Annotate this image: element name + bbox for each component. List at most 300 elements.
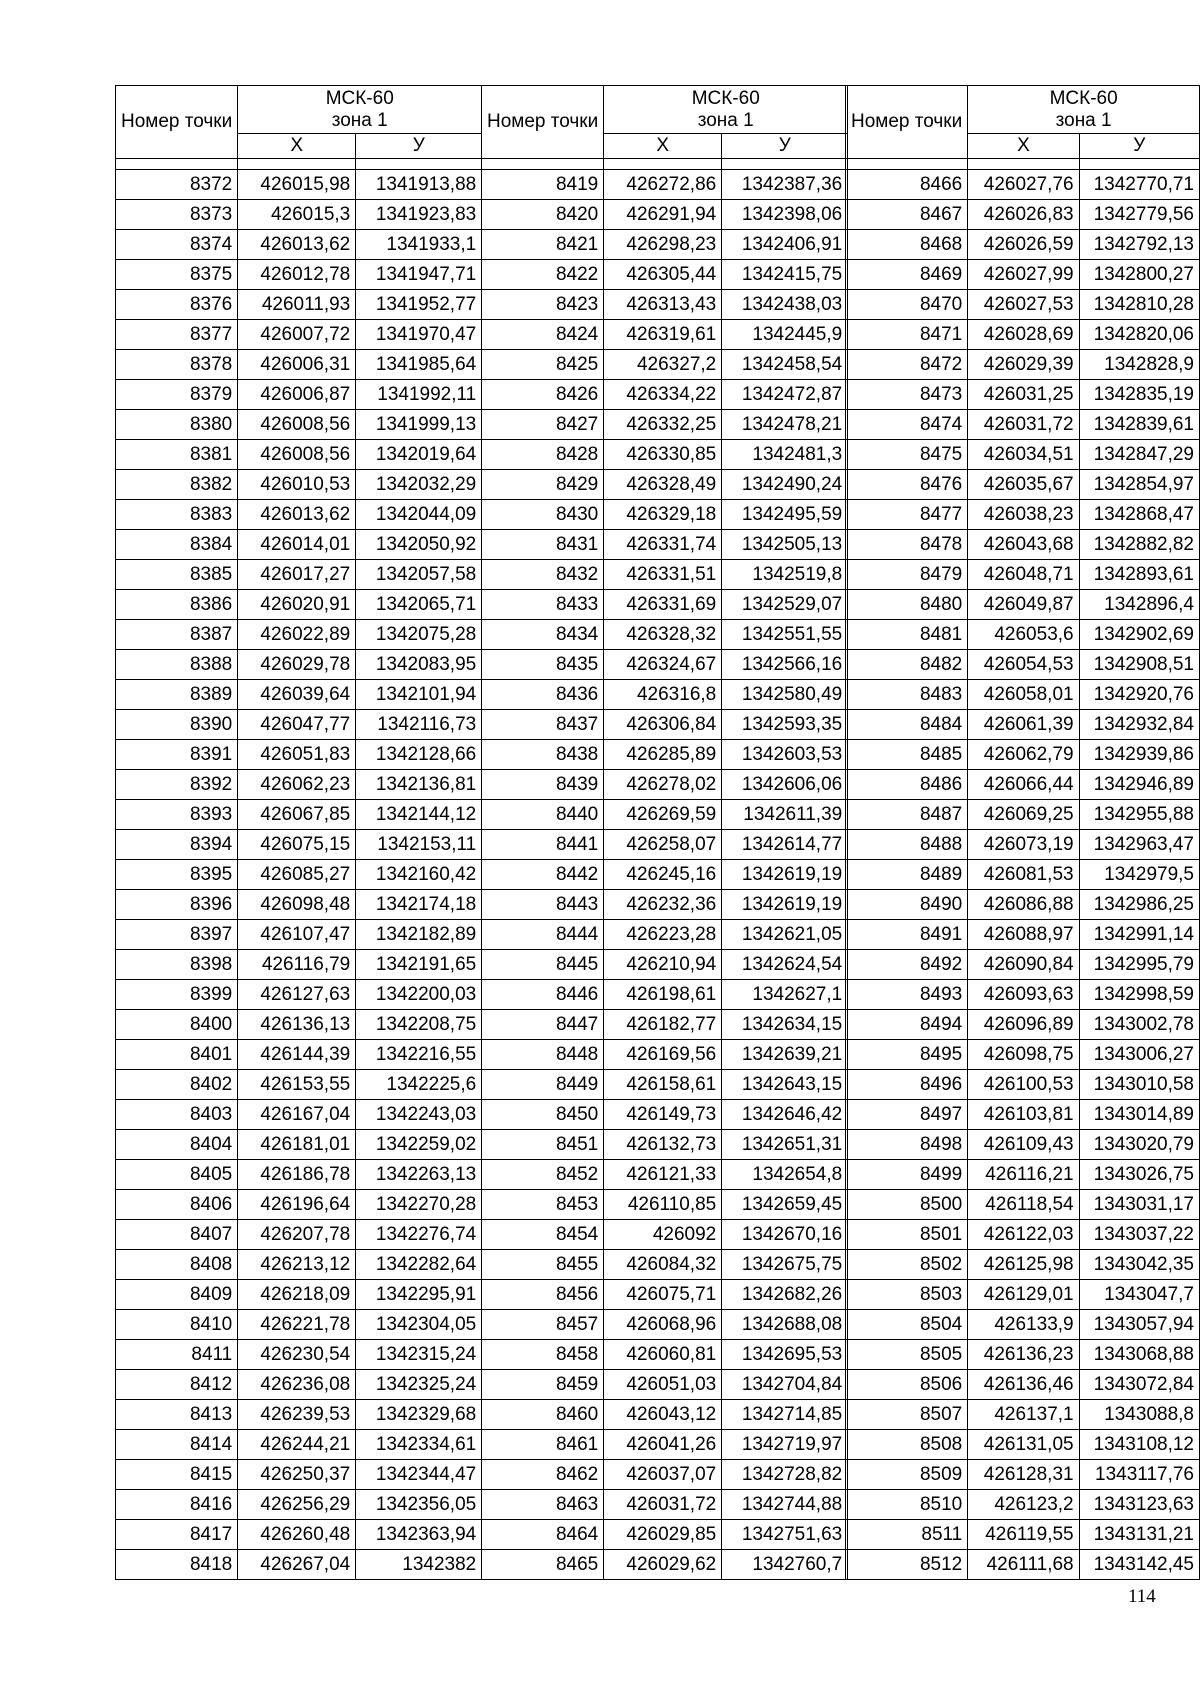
y-cell: 1342057,58 (356, 560, 482, 590)
y-cell: 1342939,86 (1079, 740, 1199, 770)
table-row (846, 170, 1200, 200)
point-number-cell: 8384 (116, 530, 238, 560)
y-cell: 1342719,97 (722, 1430, 848, 1460)
x-cell: 426118,54 (968, 1190, 1079, 1220)
point-number-cell: 8419 (482, 170, 604, 200)
y-cell: 1343014,89 (1079, 1100, 1199, 1130)
point-number-cell: 8434 (482, 620, 604, 650)
y-cell: 1342415,75 (722, 260, 848, 290)
x-cell: 426103,81 (968, 1100, 1079, 1130)
table-row (116, 980, 482, 1010)
table-row (846, 470, 1200, 500)
table-row (116, 1550, 482, 1580)
point-number-cell: 8375 (116, 260, 238, 290)
table-row (116, 1190, 482, 1220)
point-number-cell: 8398 (116, 950, 238, 980)
point-number-cell: 8463 (482, 1490, 604, 1520)
table-row (116, 740, 482, 770)
y-cell: 1342728,82 (722, 1460, 848, 1490)
y-cell: 1342529,07 (722, 590, 848, 620)
table-row (846, 740, 1200, 770)
table-row (116, 1520, 482, 1550)
table-row (482, 1010, 848, 1040)
x-cell: 426017,27 (238, 560, 356, 590)
table-row (116, 380, 482, 410)
x-cell: 426022,89 (238, 620, 356, 650)
point-number-cell: 8445 (482, 950, 604, 980)
y-cell: 1342847,29 (1079, 440, 1199, 470)
table-row (116, 710, 482, 740)
table-row (846, 1430, 1200, 1460)
table-row (116, 1160, 482, 1190)
point-number-cell: 8507 (846, 1400, 968, 1430)
table-row (482, 1400, 848, 1430)
point-number-cell: 8421 (482, 230, 604, 260)
table-row (116, 950, 482, 980)
y-cell: 1343072,84 (1079, 1370, 1199, 1400)
x-cell: 426324,67 (604, 650, 722, 680)
point-number-cell: 8440 (482, 800, 604, 830)
y-cell: 1343142,45 (1079, 1550, 1199, 1580)
x-cell: 426085,27 (238, 860, 356, 890)
point-number-cell: 8457 (482, 1310, 604, 1340)
y-cell: 1343010,58 (1079, 1070, 1199, 1100)
coordinate-table-3 (845, 85, 1200, 1580)
x-cell: 426109,43 (968, 1130, 1079, 1160)
y-cell: 1343057,94 (1079, 1310, 1199, 1340)
table-row (116, 320, 482, 350)
y-cell: 1342065,71 (356, 590, 482, 620)
y-cell: 1342854,97 (1079, 470, 1199, 500)
table-row (846, 260, 1200, 290)
x-cell: 426084,32 (604, 1250, 722, 1280)
x-cell: 426006,87 (238, 380, 356, 410)
y-cell: 1342896,4 (1079, 590, 1199, 620)
point-number-cell: 8410 (116, 1310, 238, 1340)
y-cell: 1342893,61 (1079, 560, 1199, 590)
y-cell: 1342646,42 (722, 1100, 848, 1130)
y-cell: 1342606,06 (722, 770, 848, 800)
table-row (846, 710, 1200, 740)
spacer-cell (1079, 159, 1199, 170)
point-number-cell: 8490 (846, 890, 968, 920)
point-number-cell: 8438 (482, 740, 604, 770)
x-cell: 426316,8 (604, 680, 722, 710)
header-system-name: МСК-60 (691, 87, 760, 109)
x-cell: 426328,49 (604, 470, 722, 500)
x-cell: 426067,85 (238, 800, 356, 830)
table-row (482, 1190, 848, 1220)
x-cell: 426305,44 (604, 260, 722, 290)
point-number-cell: 8487 (846, 800, 968, 830)
y-cell: 1342593,35 (722, 710, 848, 740)
x-cell: 426278,02 (604, 770, 722, 800)
y-cell: 1342920,76 (1079, 680, 1199, 710)
x-cell: 426127,63 (238, 980, 356, 1010)
x-cell: 426011,93 (238, 290, 356, 320)
header-coordinate-system (604, 86, 848, 134)
x-cell: 426123,2 (968, 1490, 1079, 1520)
point-number-cell: 8431 (482, 530, 604, 560)
point-number-cell: 8491 (846, 920, 968, 950)
y-cell: 1342505,13 (722, 530, 848, 560)
table-row (846, 590, 1200, 620)
point-number-cell: 8450 (482, 1100, 604, 1130)
y-cell: 1342624,54 (722, 950, 848, 980)
table-row (846, 860, 1200, 890)
x-cell: 426330,85 (604, 440, 722, 470)
table-row (482, 440, 848, 470)
x-cell: 426041,26 (604, 1430, 722, 1460)
point-number-cell: 8453 (482, 1190, 604, 1220)
table-row (846, 1340, 1200, 1370)
table-row (482, 530, 848, 560)
y-cell: 1342382 (356, 1550, 482, 1580)
table-row (116, 170, 482, 200)
x-cell: 426181,01 (238, 1130, 356, 1160)
y-cell: 1342800,27 (1079, 260, 1199, 290)
x-cell: 426053,6 (968, 620, 1079, 650)
x-cell: 426098,75 (968, 1040, 1079, 1070)
point-number-cell: 8392 (116, 770, 238, 800)
x-cell: 426256,29 (238, 1490, 356, 1520)
y-cell: 1342654,8 (722, 1160, 848, 1190)
x-cell: 426013,62 (238, 500, 356, 530)
x-cell: 426239,53 (238, 1400, 356, 1430)
point-number-cell: 8472 (846, 350, 968, 380)
table-row (846, 1130, 1200, 1160)
x-cell: 426116,21 (968, 1160, 1079, 1190)
x-cell: 426086,88 (968, 890, 1079, 920)
table-row (482, 620, 848, 650)
point-number-cell: 8376 (116, 290, 238, 320)
x-cell: 426075,71 (604, 1280, 722, 1310)
table-row (846, 1010, 1200, 1040)
table-row (846, 200, 1200, 230)
table-row (482, 1100, 848, 1130)
y-cell: 1342955,88 (1079, 800, 1199, 830)
x-cell: 426010,53 (238, 470, 356, 500)
x-cell: 426073,19 (968, 830, 1079, 860)
y-cell: 1342325,24 (356, 1370, 482, 1400)
table-row (116, 500, 482, 530)
point-number-cell: 8486 (846, 770, 968, 800)
y-cell: 1342263,13 (356, 1160, 482, 1190)
spacer-cell (116, 159, 238, 170)
table-row (482, 380, 848, 410)
point-number-cell: 8469 (846, 260, 968, 290)
x-cell: 426031,72 (968, 410, 1079, 440)
point-number-cell: 8466 (846, 170, 968, 200)
table-row (846, 290, 1200, 320)
y-cell: 1343088,8 (1079, 1400, 1199, 1430)
x-cell: 426060,81 (604, 1340, 722, 1370)
y-cell: 1342932,84 (1079, 710, 1199, 740)
y-cell: 1342688,08 (722, 1310, 848, 1340)
table-row (846, 500, 1200, 530)
point-number-cell: 8430 (482, 500, 604, 530)
table-row (482, 980, 848, 1010)
y-cell: 1342779,56 (1079, 200, 1199, 230)
point-number-cell: 8456 (482, 1280, 604, 1310)
x-cell: 426334,22 (604, 380, 722, 410)
x-cell: 426207,78 (238, 1220, 356, 1250)
y-cell: 1342153,11 (356, 830, 482, 860)
table-row (482, 500, 848, 530)
table-row (482, 260, 848, 290)
y-cell: 1343131,21 (1079, 1520, 1199, 1550)
table-row (482, 950, 848, 980)
point-number-cell: 8420 (482, 200, 604, 230)
point-number-cell: 8471 (846, 320, 968, 350)
point-number-cell: 8385 (116, 560, 238, 590)
table-row (482, 710, 848, 740)
y-cell: 1342276,74 (356, 1220, 482, 1250)
point-number-cell: 8408 (116, 1250, 238, 1280)
x-cell: 426137,1 (968, 1400, 1079, 1430)
x-cell: 426331,74 (604, 530, 722, 560)
y-cell: 1342792,13 (1079, 230, 1199, 260)
y-cell: 1342998,59 (1079, 980, 1199, 1010)
y-cell: 1342363,94 (356, 1520, 482, 1550)
table-row (846, 1520, 1200, 1550)
point-number-cell: 8501 (846, 1220, 968, 1250)
y-cell: 1342216,55 (356, 1040, 482, 1070)
x-cell: 426012,78 (238, 260, 356, 290)
point-number-cell: 8461 (482, 1430, 604, 1460)
table-row (116, 830, 482, 860)
y-cell: 1343108,12 (1079, 1430, 1199, 1460)
header-system-name: МСК-60 (1049, 87, 1118, 109)
y-cell: 1343037,22 (1079, 1220, 1199, 1250)
x-cell: 426110,85 (604, 1190, 722, 1220)
y-cell: 1343031,17 (1079, 1190, 1199, 1220)
point-number-cell: 8395 (116, 860, 238, 890)
x-cell: 426093,63 (968, 980, 1079, 1010)
point-number-cell: 8388 (116, 650, 238, 680)
y-cell: 1342675,75 (722, 1250, 848, 1280)
y-cell: 1343068,88 (1079, 1340, 1199, 1370)
table-row (846, 1220, 1200, 1250)
x-cell: 426020,91 (238, 590, 356, 620)
y-cell: 1342603,53 (722, 740, 848, 770)
spacer-cell (722, 159, 848, 170)
table-row (482, 1340, 848, 1370)
spacer-cell (846, 159, 968, 170)
point-number-cell: 8447 (482, 1010, 604, 1040)
y-cell: 1342495,59 (722, 500, 848, 530)
table-row (116, 680, 482, 710)
point-number-cell: 8478 (846, 530, 968, 560)
y-cell: 1342458,54 (722, 350, 848, 380)
table-row (482, 350, 848, 380)
y-cell: 1342478,21 (722, 410, 848, 440)
y-cell: 1342670,16 (722, 1220, 848, 1250)
x-cell: 426007,72 (238, 320, 356, 350)
table-row (482, 1250, 848, 1280)
table-row (116, 770, 482, 800)
y-cell: 1342986,25 (1079, 890, 1199, 920)
x-cell: 426250,37 (238, 1460, 356, 1490)
x-cell: 426026,83 (968, 200, 1079, 230)
point-number-cell: 8449 (482, 1070, 604, 1100)
point-number-cell: 8414 (116, 1430, 238, 1460)
y-cell: 1342704,84 (722, 1370, 848, 1400)
table-row (846, 1070, 1200, 1100)
x-cell: 426014,01 (238, 530, 356, 560)
table-row (846, 1310, 1200, 1340)
x-cell: 426182,77 (604, 1010, 722, 1040)
header-zone: зона 1 (697, 109, 754, 131)
table-row (116, 650, 482, 680)
table-row (116, 410, 482, 440)
point-number-cell: 8433 (482, 590, 604, 620)
x-cell: 426096,89 (968, 1010, 1079, 1040)
point-number-cell: 8459 (482, 1370, 604, 1400)
point-number-cell: 8396 (116, 890, 238, 920)
y-cell: 1342406,91 (722, 230, 848, 260)
table-row (846, 1460, 1200, 1490)
point-number-cell: 8400 (116, 1010, 238, 1040)
x-cell: 426026,59 (968, 230, 1079, 260)
point-number-cell: 8429 (482, 470, 604, 500)
table-row (116, 290, 482, 320)
y-cell: 1342490,24 (722, 470, 848, 500)
x-cell: 426332,25 (604, 410, 722, 440)
table-row (482, 1460, 848, 1490)
table-row (482, 410, 848, 440)
table-row (116, 1130, 482, 1160)
point-number-cell: 8492 (846, 950, 968, 980)
y-cell: 1342160,42 (356, 860, 482, 890)
table-row (116, 1010, 482, 1040)
x-cell: 426221,78 (238, 1310, 356, 1340)
header-zone: зона 1 (331, 109, 388, 131)
y-cell: 1342835,19 (1079, 380, 1199, 410)
y-cell: 1342991,14 (1079, 920, 1199, 950)
y-cell: 1342259,02 (356, 1130, 482, 1160)
point-number-cell: 8383 (116, 500, 238, 530)
x-cell: 426029,85 (604, 1520, 722, 1550)
table-row (482, 1310, 848, 1340)
x-cell: 426269,59 (604, 800, 722, 830)
y-cell: 1342200,03 (356, 980, 482, 1010)
table-row (846, 890, 1200, 920)
y-cell: 1342682,26 (722, 1280, 848, 1310)
table-row (116, 260, 482, 290)
y-cell: 1342356,05 (356, 1490, 482, 1520)
header-y: У (356, 134, 482, 159)
table-row (116, 860, 482, 890)
table-row (482, 590, 848, 620)
table-row (846, 1280, 1200, 1310)
point-number-cell: 8406 (116, 1190, 238, 1220)
point-number-cell: 8372 (116, 170, 238, 200)
y-cell: 1341947,71 (356, 260, 482, 290)
table-row (846, 770, 1200, 800)
table-row (482, 1370, 848, 1400)
table-row (482, 860, 848, 890)
header-system-name: МСК-60 (325, 87, 394, 109)
point-number-cell: 8493 (846, 980, 968, 1010)
table-row (482, 920, 848, 950)
x-cell: 426167,04 (238, 1100, 356, 1130)
point-number-cell: 8504 (846, 1310, 968, 1340)
table-row (482, 890, 848, 920)
x-cell: 426027,53 (968, 290, 1079, 320)
x-cell: 426048,71 (968, 560, 1079, 590)
x-cell: 426069,25 (968, 800, 1079, 830)
x-cell: 426006,31 (238, 350, 356, 380)
x-cell: 426028,69 (968, 320, 1079, 350)
y-cell: 1342627,1 (722, 980, 848, 1010)
point-number-cell: 8442 (482, 860, 604, 890)
x-cell: 426196,64 (238, 1190, 356, 1220)
point-number-cell: 8404 (116, 1130, 238, 1160)
x-cell: 426098,48 (238, 890, 356, 920)
x-cell: 426029,62 (604, 1550, 722, 1580)
point-number-cell: 8455 (482, 1250, 604, 1280)
table-row (116, 800, 482, 830)
table-row (846, 1040, 1200, 1070)
point-number-cell: 8418 (116, 1550, 238, 1580)
y-cell: 1343123,63 (1079, 1490, 1199, 1520)
point-number-cell: 8405 (116, 1160, 238, 1190)
point-number-cell: 8415 (116, 1460, 238, 1490)
y-cell: 1342270,28 (356, 1190, 482, 1220)
y-cell: 1342619,19 (722, 860, 848, 890)
table-row (116, 1400, 482, 1430)
table-row (482, 1040, 848, 1070)
point-number-cell: 8426 (482, 380, 604, 410)
spacer-cell (356, 159, 482, 170)
point-number-cell: 8393 (116, 800, 238, 830)
point-number-cell: 8417 (116, 1520, 238, 1550)
y-cell: 1342619,19 (722, 890, 848, 920)
table-row (482, 560, 848, 590)
table-row (116, 1340, 482, 1370)
y-cell: 1341999,13 (356, 410, 482, 440)
point-number-cell: 8423 (482, 290, 604, 320)
point-number-cell: 8436 (482, 680, 604, 710)
y-cell: 1342128,66 (356, 740, 482, 770)
x-cell: 426088,97 (968, 920, 1079, 950)
point-number-cell: 8495 (846, 1040, 968, 1070)
x-cell: 426029,39 (968, 350, 1079, 380)
header-point-number: Номер точки (116, 86, 238, 159)
point-number-cell: 8511 (846, 1520, 968, 1550)
y-cell: 1342979,5 (1079, 860, 1199, 890)
y-cell: 1342225,6 (356, 1070, 482, 1100)
x-cell: 426306,84 (604, 710, 722, 740)
table-row (846, 1100, 1200, 1130)
table-row (482, 1430, 848, 1460)
point-number-cell: 8443 (482, 890, 604, 920)
y-cell: 1342566,16 (722, 650, 848, 680)
x-cell: 426291,94 (604, 200, 722, 230)
table-row (116, 1430, 482, 1460)
x-cell: 426244,21 (238, 1430, 356, 1460)
table-row (116, 1100, 482, 1130)
header-x: Х (238, 134, 356, 159)
point-number-cell: 8475 (846, 440, 968, 470)
x-cell: 426136,23 (968, 1340, 1079, 1370)
y-cell: 1342770,71 (1079, 170, 1199, 200)
y-cell: 1342116,73 (356, 710, 482, 740)
point-number-cell: 8412 (116, 1370, 238, 1400)
y-cell: 1342101,94 (356, 680, 482, 710)
point-number-cell: 8485 (846, 740, 968, 770)
